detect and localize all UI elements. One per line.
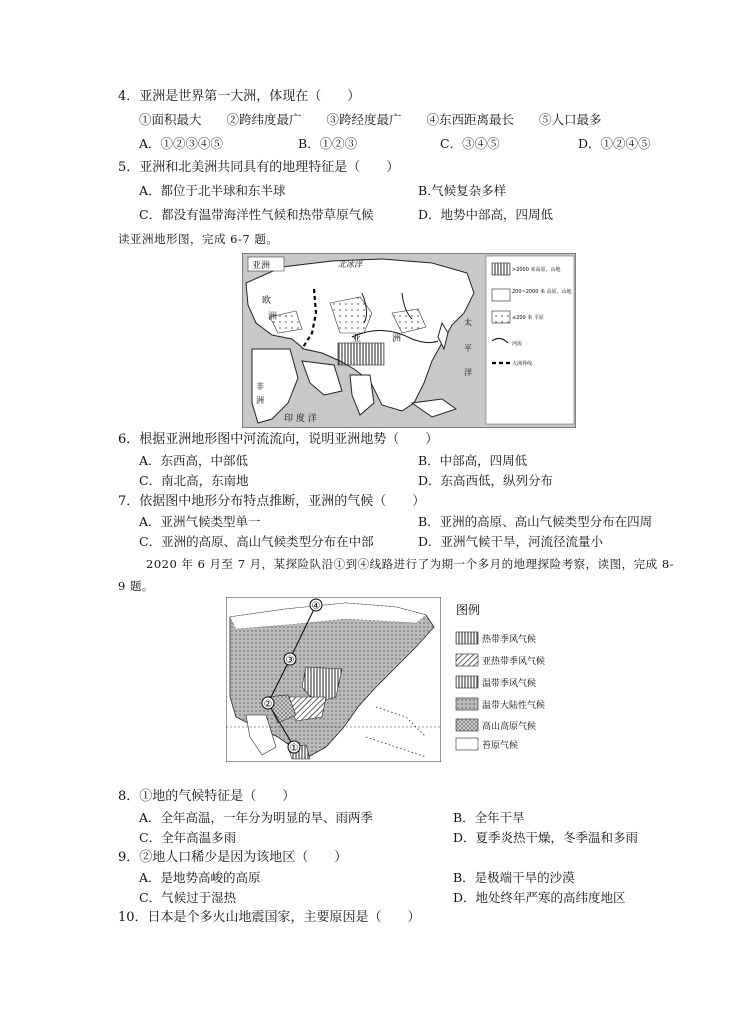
map1-label-asia-1: 亚 [352, 334, 362, 344]
legend-highland: 高山高原气候 [482, 722, 537, 732]
q8-option-a: A．全年高温，一年分为明显的旱、雨两季 [139, 810, 374, 825]
map1-legend-river: 河流 [512, 341, 523, 347]
legend-temperate-continental: 温带大陆性气候 [482, 701, 546, 711]
q6-stem: 6．根据亚洲地形图中河流流向，说明亚洲地势（ ） [118, 432, 439, 447]
climate-route-map [226, 597, 441, 762]
q9-option-c: C．气候过于湿热 [139, 890, 237, 905]
route-point-4: ④ [311, 601, 321, 612]
q8-option-c: C．全年高温多雨 [139, 830, 237, 845]
q6-option-a: A．东西高，中部低 [139, 453, 249, 468]
map1-label-arctic-ocean: 北冰洋 [338, 260, 362, 269]
intro-6-7: 读亚洲地形图，完成 6-7 题。 [118, 232, 279, 246]
map1-label-africa-1: 非 [256, 382, 264, 391]
q7-option-c: C．亚洲的高原、高山气候类型分布在中部 [139, 534, 374, 549]
map1-title: 亚洲 [252, 261, 271, 271]
q4-option-a: A．①②③④⑤ [139, 136, 224, 151]
map1-label-indian-ocean: 印 度 洋 [284, 414, 317, 424]
q5-option-d: D．地势中部高，四周低 [418, 207, 554, 222]
q7-option-a: A．亚洲气候类型单一 [139, 514, 261, 529]
map1-label-europe-2: 洲 [268, 312, 278, 322]
intro-8-9: 2020 年 6 月至 7 月，某探险队沿①到④线路进行了为期一个多月的地理探险考察，读图，完成 8-9 题。 [118, 557, 675, 593]
q4-option-c: C．③④⑤ [440, 136, 500, 151]
q7-stem: 7．依据图中地形分布特点推断，亚洲的气候（ ） [118, 494, 426, 509]
q9-option-b: B．是极端干旱的沙漠 [453, 870, 575, 885]
q8-option-b: B．全年干旱 [453, 810, 525, 825]
q9-option-a: A．是地势高峻的高原 [139, 870, 261, 885]
q7-option-b: B．亚洲的高原、高山气候类型分布在四周 [418, 514, 653, 529]
q5-option-b: B.气候复杂多样 [418, 183, 507, 198]
q6-option-d: D．东高西低，纵列分布 [418, 473, 554, 488]
route-point-1: ① [289, 743, 299, 754]
q4-option-d: D．①②④⑤ [578, 136, 651, 151]
q4-items: ①面积最大 ②跨纬度最广 ③跨经度最广 ④东西距离最长 ⑤人口最多 [139, 112, 602, 127]
q8-stem: 8．①地的气候特征是（ ） [118, 789, 296, 804]
legend-tundra: 苔原气候 [482, 741, 519, 751]
q7-option-d: D．亚洲气候干旱，河流径流量小 [418, 534, 604, 549]
legend-swatch-subtropical-monsoon [456, 654, 478, 666]
legend-swatch-tundra [456, 738, 478, 750]
map1-label-africa-2: 洲 [256, 396, 264, 405]
q6-option-c: C．南北高，东南地 [139, 473, 249, 488]
route-point-3: ③ [285, 655, 295, 666]
route-point-2: ② [263, 699, 273, 710]
q4-stem: 4．亚洲是世界第一大洲，体现在（ ） [118, 89, 361, 104]
legend-swatch-temperate-continental [456, 698, 478, 710]
map1-legend-swatch-highland [492, 263, 510, 275]
map1-label-europe-1: 欧 [262, 296, 272, 306]
map1-label-pacific-2: 平 [464, 344, 472, 353]
legend-swatch-tropical-monsoon [456, 632, 478, 644]
map1-legend-boundary: 大洲界线 [512, 361, 533, 367]
q4-option-b: B．①②③ [298, 136, 358, 151]
map1-label-pacific-1: 太 [464, 318, 472, 327]
map1-legend-swatch-plain [492, 311, 510, 323]
map1-legend-highland: >2000 米高原、山地 [512, 267, 561, 273]
legend-temperate-monsoon: 温带季风气候 [482, 679, 537, 689]
q5-option-a: A．都位于北半球和东半球 [139, 183, 286, 198]
legend-subtropical-monsoon: 亚热带季风气候 [482, 657, 546, 667]
map1-legend-swatch-mid [492, 289, 510, 301]
q8-option-d: D．夏季炎热干燥，冬季温和多雨 [453, 830, 639, 845]
map1-label-asia-2: 洲 [392, 334, 402, 344]
legend-swatch-temperate-monsoon [456, 676, 478, 688]
map1-legend-plain: ≤200 米 平原 [512, 315, 544, 321]
q10-stem: 10．日本是个多火山地震国家，主要原因是（ ） [118, 910, 421, 925]
asia-terrain-map [242, 253, 576, 428]
climate-legend-title: 图例 [456, 603, 481, 617]
climate-legend [452, 602, 562, 752]
q9-stem: 9．②地人口稀少是因为该地区（ ） [118, 850, 348, 865]
q9-option-d: D．地处终年严寒的高纬度地区 [453, 890, 626, 905]
legend-tropical-monsoon: 热带季风气候 [482, 635, 537, 645]
q5-stem: 5．亚洲和北美洲共同具有的地理特征是（ ） [118, 160, 400, 175]
q5-option-c: C．都没有温带海洋性气候和热带草原气候 [139, 207, 374, 222]
map1-label-pacific-3: 洋 [464, 368, 472, 377]
q6-option-b: B．中部高，四周低 [418, 453, 528, 468]
map1-legend-mid: 200~2000 米 高原、山地 [512, 289, 572, 295]
legend-swatch-highland [456, 719, 478, 731]
